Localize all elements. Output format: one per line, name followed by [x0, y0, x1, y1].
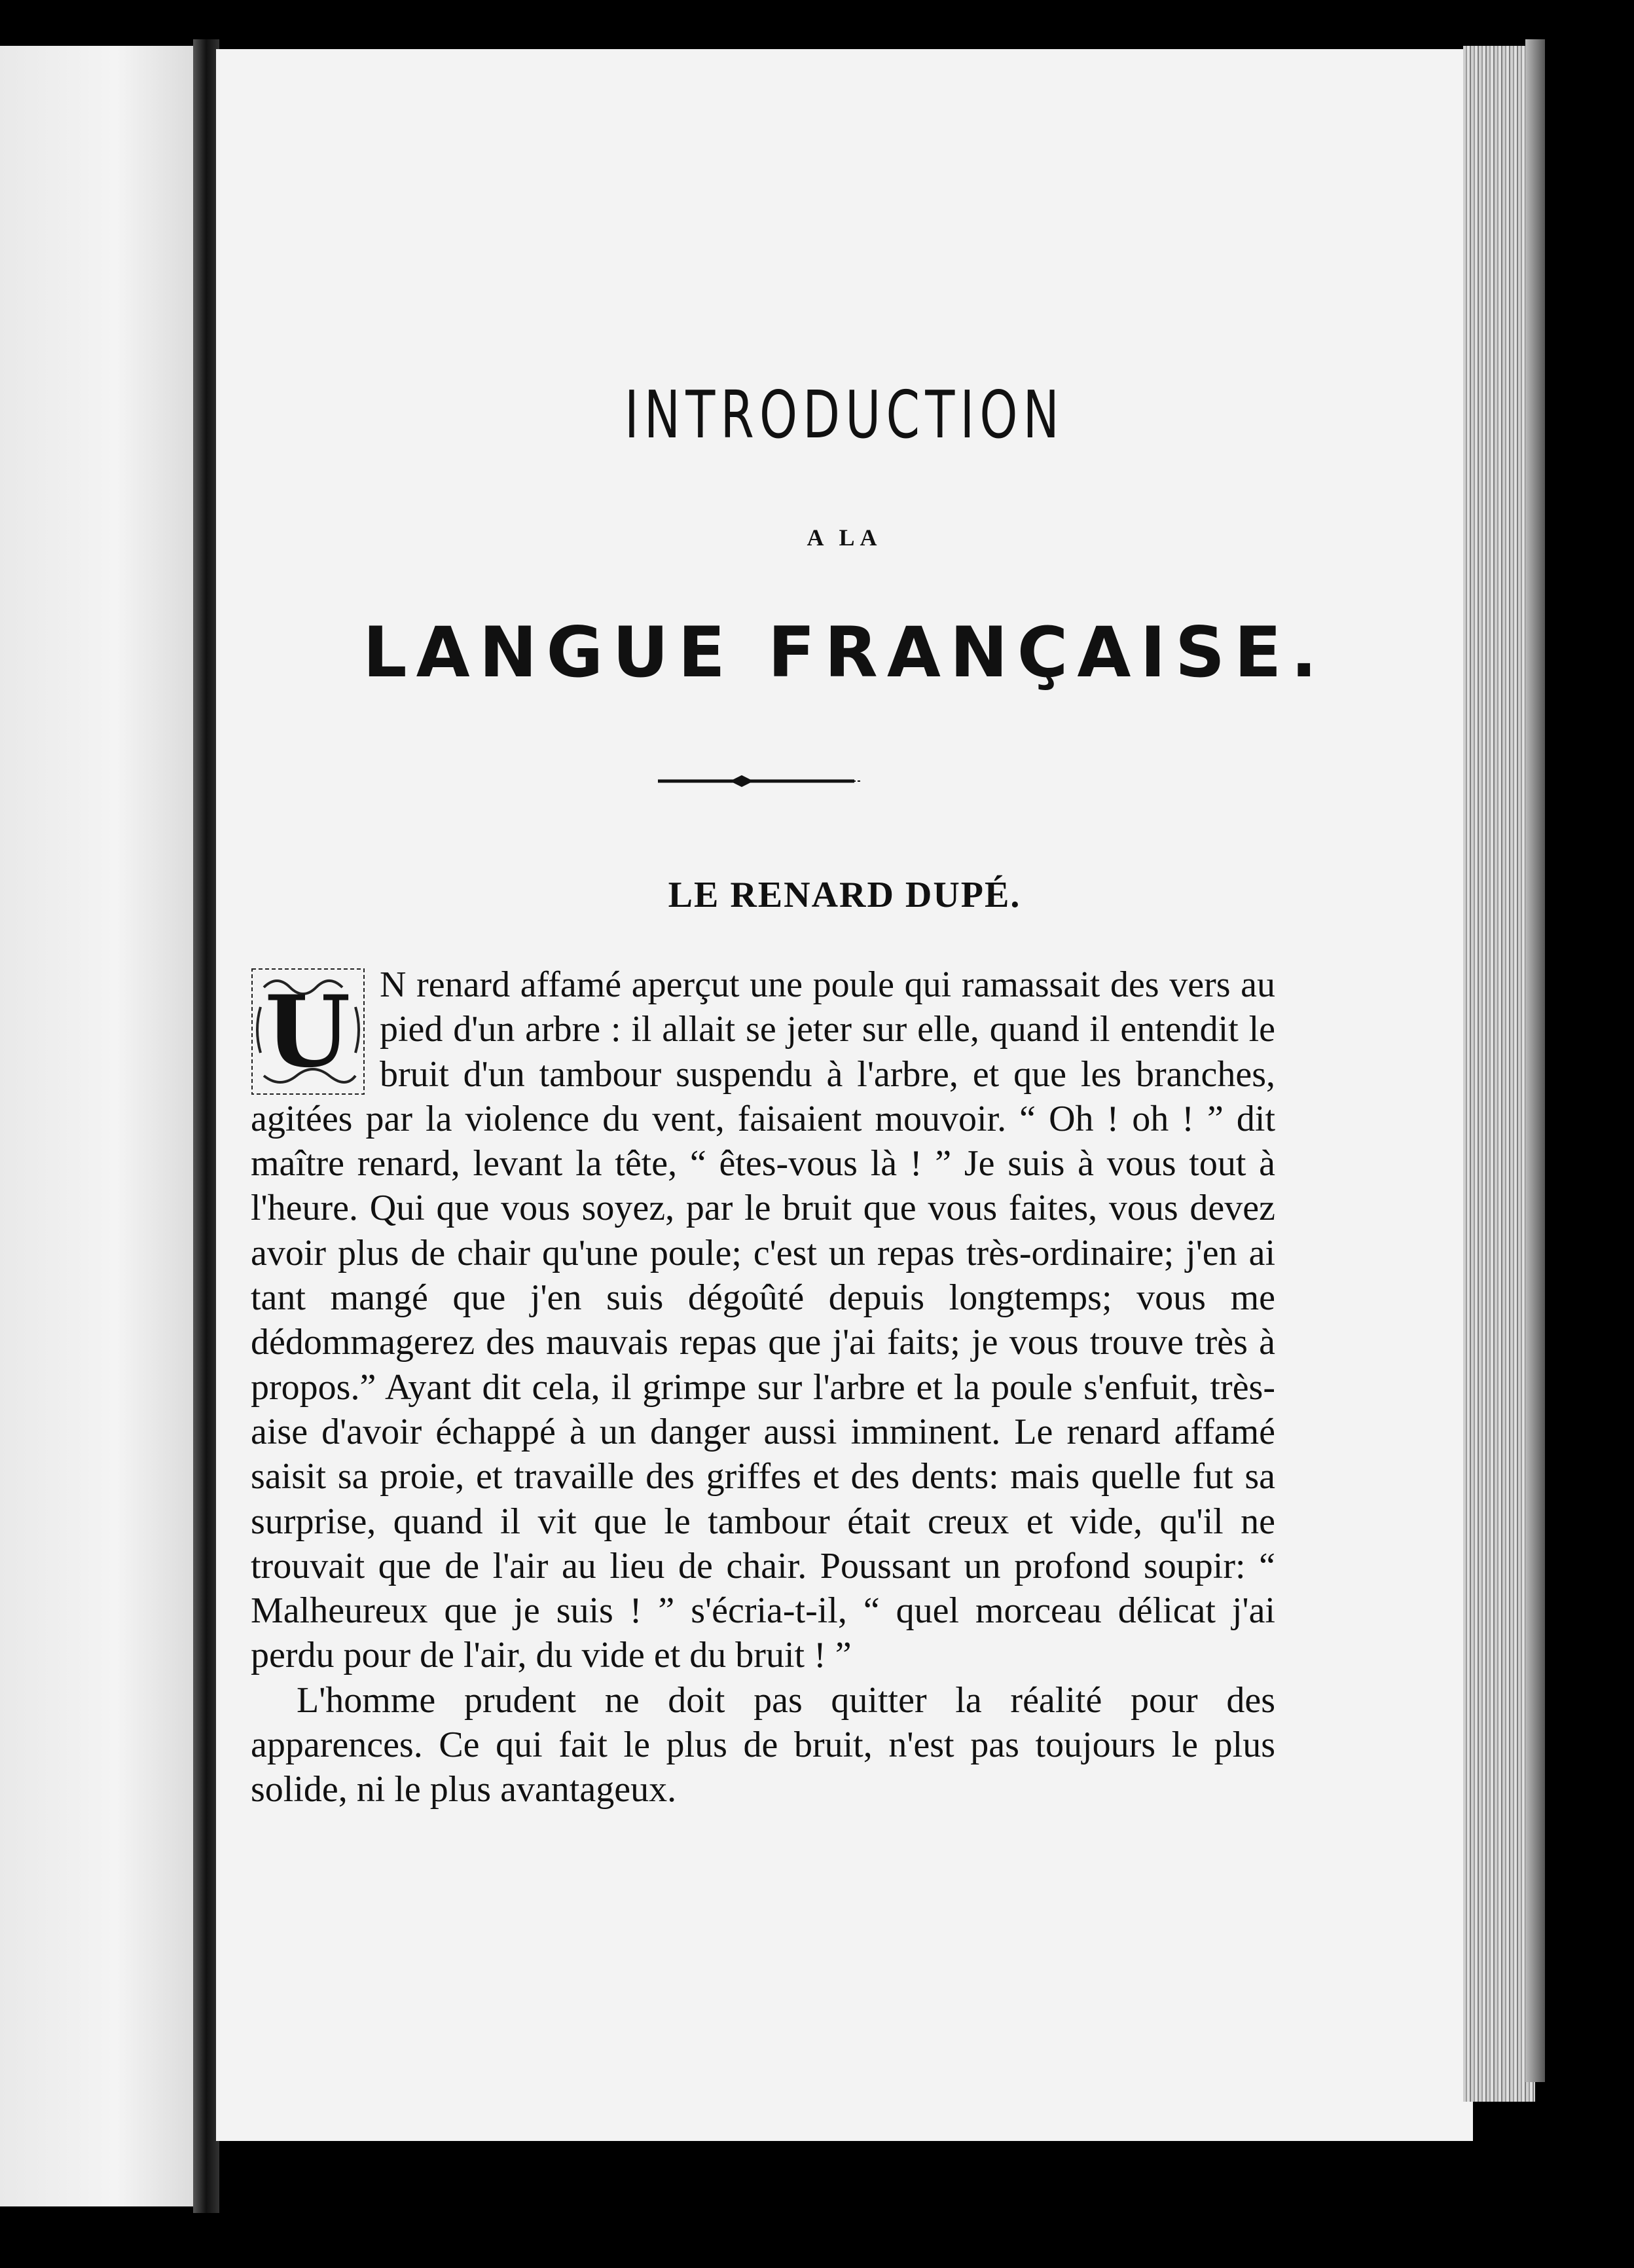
dropcap-letter: U: [264, 974, 351, 1089]
book-cover-edge: [1525, 39, 1545, 2082]
decorated-initial-letter: [251, 968, 365, 1095]
page-edges: [1463, 46, 1535, 2102]
book-heading: LANGUE FRANÇAISE.: [363, 612, 1326, 693]
book-title: INTRODUCTION: [624, 376, 1065, 453]
story-paragraph-1: [251, 962, 1275, 1678]
book-subtitle: A LA: [807, 524, 882, 551]
paragraph-1-text: N renard affamé aperçut une poule qui ramassait des vers au pied d'un arbre : il allait se jeter sur elle, quand il entendit le bruit d'un tambour suspendu à l'arbre, et que les branches, agitées par la violence du vent, faisaient mouvoir. “ Oh ! oh ! ” dit maître renard, levant la tête, “ êtes-vous là ! ” Je suis à vous tout à l'heure. Qui que vous soyez, par le bruit que vous faites, vous devez avoir plus de chair qu'une poule; c'est un repas très-ordinaire; j'en ai tant mangé que j'en suis dégoûté depuis longtemps; vous me dédommagerez des mauvais repas que j'ai faits; je vous trouve très à propos.” Ayant dit cela, il grimpe sur l'arbre et la poule s'enfuit, très-aise d'avoir échappé à un danger aussi imminent. Le renard affamé saisit sa proie, et travaille des griffes et des dents: mais quelle fut sa surprise, quand il vit que le tambour était creux et vide, qu'il ne trouvait que de l'air au lieu de chair. Poussant un profond soupir: “ Malheureux que je suis ! ” s'écria-t-il, “ quel morceau délicat j'ai perdu pour de l'air, du vide et du bruit ! ”: [251, 964, 1275, 1676]
left-page: [0, 46, 193, 2206]
story-title: LE RENARD DUPÉ.: [668, 875, 1021, 915]
divider-ornament: [658, 771, 861, 791]
story-body: [251, 962, 1275, 1812]
book-gutter: [193, 39, 219, 2213]
story-paragraph-2: L'homme prudent ne doit pas quitter la réalité pour des apparences. Ce qui fait le plus de bruit, n'est pas toujours le plus solide, ni le plus avantageux.: [251, 1679, 1275, 1810]
